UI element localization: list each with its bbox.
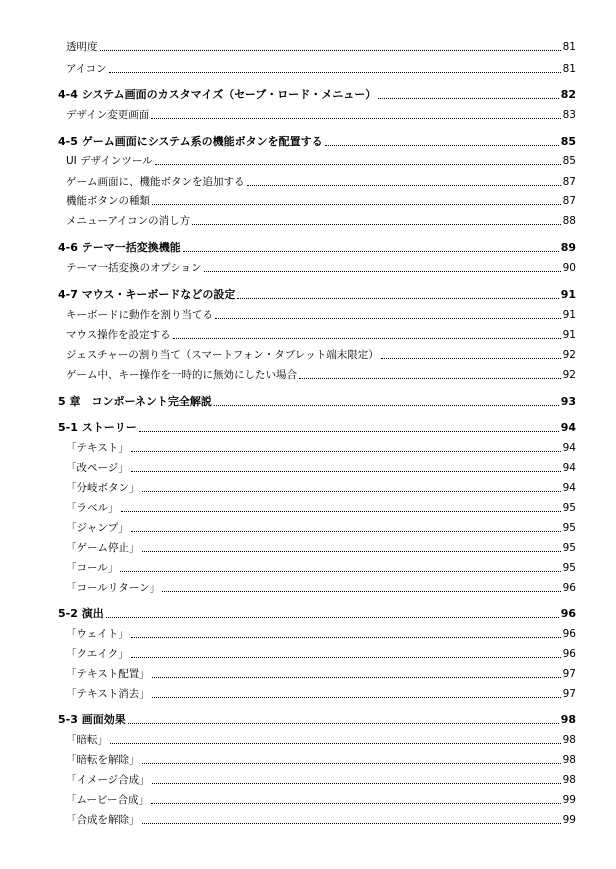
toc-entry[interactable] <box>66 214 576 228</box>
toc-page-number: 92 <box>562 369 576 381</box>
toc-entry[interactable] <box>66 501 576 515</box>
dot-leader <box>237 298 558 299</box>
dot-leader <box>204 271 561 272</box>
dot-leader <box>214 405 559 406</box>
dot-leader <box>131 637 561 638</box>
toc-entry[interactable] <box>66 368 576 382</box>
toc-page-number: 97 <box>562 668 576 680</box>
dot-leader <box>299 378 561 379</box>
toc-page-number: 85 <box>562 155 576 167</box>
toc-entry[interactable] <box>66 308 576 322</box>
toc-entry[interactable] <box>66 521 576 535</box>
dot-leader <box>151 118 560 119</box>
toc-entry-title: 「ゲーム停止」 <box>66 542 140 554</box>
toc-entry-title: 5-3 画面効果 <box>58 713 126 726</box>
dot-leader <box>162 591 561 592</box>
toc-entry-title: 機能ボタンの種類 <box>66 195 150 207</box>
dot-leader <box>110 743 561 744</box>
toc-section-heading[interactable] <box>58 241 576 255</box>
toc-page-number: 95 <box>562 542 576 554</box>
dot-leader <box>131 471 561 472</box>
dot-leader <box>142 823 561 824</box>
dot-leader <box>183 251 559 252</box>
toc-entry-title: 「ムービー合成」 <box>66 794 150 806</box>
toc-entry-title: 「クエイク」 <box>66 648 129 660</box>
toc-page-number: 85 <box>560 135 576 148</box>
toc-entry-title: 「コールリターン」 <box>66 582 161 594</box>
toc-page-number: 94 <box>562 462 576 474</box>
toc-page-number: 95 <box>562 562 576 574</box>
dot-leader <box>325 145 559 146</box>
toc-entry[interactable] <box>66 441 576 455</box>
dot-leader <box>142 491 561 492</box>
toc-page-number: 91 <box>560 288 576 301</box>
toc-page-number: 99 <box>562 814 576 826</box>
dot-leader <box>152 204 561 205</box>
toc-entry[interactable] <box>66 647 576 661</box>
dot-leader <box>378 98 558 99</box>
toc-entry[interactable] <box>66 627 576 641</box>
toc-entry-title: キーボードに動作を割り当てる <box>66 309 213 321</box>
toc-entry-title: 4-6 テーマ一括変換機能 <box>58 241 181 254</box>
toc-section-heading[interactable] <box>58 713 576 727</box>
dot-leader <box>151 803 561 804</box>
toc-page-number: 96 <box>562 648 576 660</box>
dot-leader <box>100 50 561 51</box>
toc-page-number: 90 <box>562 262 576 274</box>
toc-page-number: 96 <box>562 582 576 594</box>
toc-entry-title: UI デザインツール <box>66 155 153 167</box>
toc-entry[interactable] <box>66 194 576 208</box>
toc-entry[interactable] <box>66 581 576 595</box>
toc-entry[interactable] <box>66 687 576 701</box>
toc-page-number: 96 <box>562 628 576 640</box>
toc-page-number: 99 <box>562 794 576 806</box>
toc-section-heading[interactable] <box>58 288 576 302</box>
toc-page-number: 93 <box>560 395 576 408</box>
toc-entry-title: アイコン <box>66 63 107 75</box>
toc-entry[interactable] <box>66 813 576 827</box>
toc-entry-title: 5 章 コンポーネント完全解説 <box>58 395 212 408</box>
toc-page-number: 98 <box>562 734 576 746</box>
toc-page-number: 98 <box>560 713 576 726</box>
toc-entry-title: 「ラベル」 <box>66 502 119 514</box>
dot-leader <box>155 164 561 165</box>
toc-entry-title: 透明度 <box>66 41 98 53</box>
toc-entry-title: 「合成を解除」 <box>66 814 140 826</box>
toc-entry-title: 「ジャンプ」 <box>66 522 129 534</box>
toc-entry-title: 「ウェイト」 <box>66 628 129 640</box>
dot-leader <box>106 617 559 618</box>
toc-page-number: 98 <box>562 774 576 786</box>
dot-leader <box>131 451 561 452</box>
toc-page-number: 94 <box>562 482 576 494</box>
toc-page-number: 98 <box>562 754 576 766</box>
toc-entry[interactable] <box>66 261 576 275</box>
toc-entry-title: 「コール」 <box>66 562 119 574</box>
toc-page-number: 92 <box>562 349 576 361</box>
toc-entry-title: 「分岐ボタン」 <box>66 482 140 494</box>
toc-entry-title: 「暗転を解除」 <box>66 754 140 766</box>
dot-leader <box>109 72 561 73</box>
toc-entry[interactable] <box>66 481 576 495</box>
toc-entry-title: 「イメージ合成」 <box>66 774 150 786</box>
toc-entry[interactable] <box>66 667 576 681</box>
toc-entry[interactable] <box>66 541 576 555</box>
toc-entry-title: デザイン変更画面 <box>66 109 150 121</box>
dot-leader <box>152 783 561 784</box>
toc-entry-title: 「テキスト消去」 <box>66 688 150 700</box>
toc-entry-title: 「暗転」 <box>66 734 108 746</box>
dot-leader <box>121 511 561 512</box>
toc-page-number: 95 <box>562 502 576 514</box>
toc-section-heading[interactable] <box>58 395 576 409</box>
toc-section-heading[interactable] <box>58 135 576 149</box>
dot-leader <box>152 677 561 678</box>
toc-entry[interactable] <box>66 328 576 342</box>
toc-entry[interactable] <box>66 793 576 807</box>
dot-leader <box>192 224 561 225</box>
dot-leader <box>128 723 559 724</box>
toc-entry-title: ゲーム画面に、機能ボタンを追加する <box>66 176 245 188</box>
dot-leader <box>381 358 561 359</box>
toc-page-number: 94 <box>560 421 576 434</box>
toc-entry-title: テーマ一括変換のオプション <box>66 262 202 274</box>
toc-page-number: 81 <box>562 41 576 53</box>
toc-entry[interactable] <box>66 108 576 122</box>
toc-page-number: 87 <box>562 195 576 207</box>
dot-leader <box>131 531 561 532</box>
toc-entry-title: 「テキスト」 <box>66 442 129 454</box>
dot-leader <box>120 571 560 572</box>
dot-leader <box>142 551 561 552</box>
toc-page-number: 96 <box>560 607 576 620</box>
toc-page-number: 94 <box>562 442 576 454</box>
toc-entry[interactable] <box>66 154 576 168</box>
toc-entry[interactable] <box>66 753 576 767</box>
dot-leader <box>152 697 561 698</box>
toc-entry-title: ジェスチャーの割り当て（スマートフォン・タブレット端末限定） <box>66 349 379 361</box>
toc-page-number: 91 <box>562 309 576 321</box>
toc-page-number: 95 <box>562 522 576 534</box>
toc-entry[interactable] <box>66 733 576 747</box>
toc-section-heading[interactable] <box>58 421 576 435</box>
toc-entry[interactable] <box>66 773 576 787</box>
toc-entry-title: 4-5 ゲーム画面にシステム系の機能ボタンを配置する <box>58 135 323 148</box>
dot-leader <box>131 657 561 658</box>
toc-entry-title: 4-4 システム画面のカスタマイズ（セーブ・ロード・メニュー） <box>58 88 377 101</box>
dot-leader <box>215 318 561 319</box>
toc-page-number: 82 <box>560 88 576 101</box>
dot-leader <box>142 763 561 764</box>
toc-entry-title: メニューアイコンの消し方 <box>66 215 191 227</box>
toc-entry-title: マウス操作を設定する <box>66 329 171 341</box>
toc-page-number: 97 <box>562 688 576 700</box>
toc-entry-title: 5-1 ストーリー <box>58 421 137 434</box>
toc-entry[interactable] <box>66 561 576 575</box>
toc-page-number: 87 <box>562 176 576 188</box>
toc-entry-title: 4-7 マウス・キーボードなどの設定 <box>58 288 236 301</box>
dot-leader <box>139 431 559 432</box>
toc-section-heading[interactable] <box>58 607 576 621</box>
toc-page-number: 81 <box>562 63 576 75</box>
dot-leader <box>173 338 561 339</box>
toc-entry-title: 「テキスト配置」 <box>66 668 150 680</box>
toc-entry-title: 5-2 演出 <box>58 607 104 620</box>
toc-section-heading[interactable] <box>58 88 576 102</box>
toc-entry[interactable] <box>66 40 576 54</box>
toc-entry[interactable] <box>66 62 576 76</box>
dot-leader <box>247 185 561 186</box>
toc-entry[interactable] <box>66 461 576 475</box>
toc-entry-title: ゲーム中、キー操作を一時的に無効にしたい場合 <box>66 369 297 381</box>
toc-entry[interactable] <box>66 348 576 362</box>
toc-page-number: 88 <box>562 215 576 227</box>
toc-entry-title: 「改ページ」 <box>66 462 129 474</box>
toc-page-number: 83 <box>562 109 576 121</box>
toc-entry[interactable] <box>66 175 576 189</box>
toc-page-number: 91 <box>562 329 576 341</box>
toc-page-number: 89 <box>560 241 576 254</box>
